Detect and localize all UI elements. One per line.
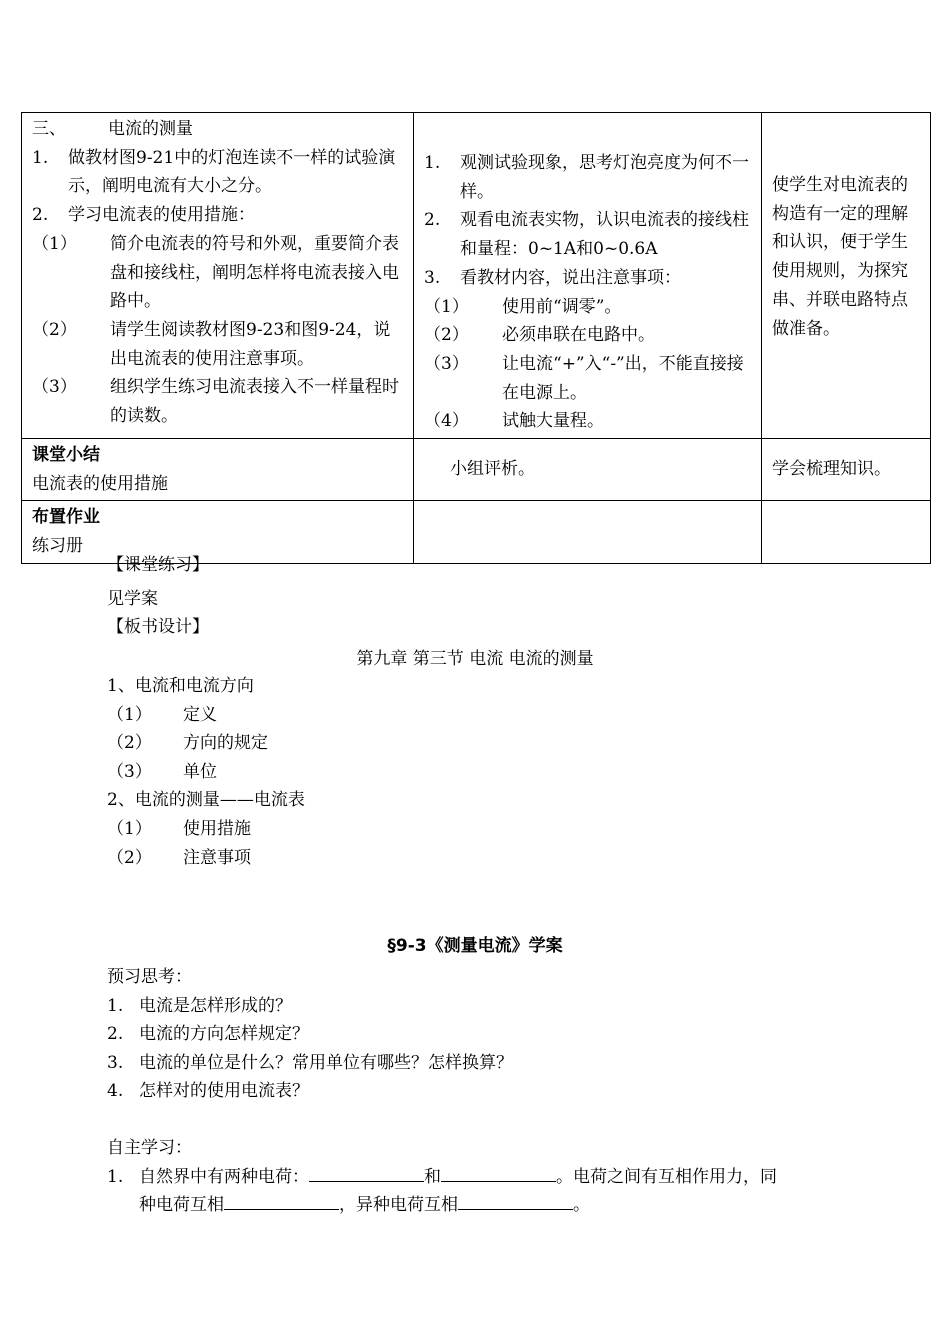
- homework-student-cell: [414, 501, 762, 564]
- table-row: [22, 439, 931, 501]
- list-item: 1. 观测试验现象，思考灯泡亮度为何不一样。: [424, 153, 749, 202]
- homework-title: 布置作业: [32, 507, 100, 528]
- answer-blank[interactable]: [309, 1163, 424, 1182]
- list-item: 2. 学习电流表的使用措施：: [32, 205, 255, 226]
- self-study-heading: 自主学习：: [107, 1138, 192, 1158]
- teacher-activity-cell: [22, 113, 414, 439]
- homework-cell: [22, 501, 414, 564]
- preview-heading: 预习思考：: [107, 967, 192, 987]
- self-study-question: 1. 自然界中有两种电荷： 和 。电荷之间有互相作用力，同 种电荷互相 ，异种电荷互相 。: [107, 1163, 777, 1220]
- summary-cell: [22, 439, 414, 501]
- board-design-heading: 【板书设计】: [107, 617, 209, 638]
- table-row: [22, 113, 931, 439]
- summary-intent-cell: [762, 439, 931, 501]
- summary-student-text: 小组评析。: [450, 459, 535, 480]
- list-item: 1. 做教材图9-21中的灯泡连读不一样的试验演示，阐明电流有大小之分。: [32, 147, 396, 197]
- outline-item: （1） 使用措施: [107, 818, 251, 839]
- design-intent-cell: [762, 113, 931, 439]
- preview-question: 4. 怎样对的使用电流表？: [107, 1081, 309, 1102]
- answer-blank[interactable]: [441, 1163, 556, 1182]
- sub-list-item: （2） 必须串联在电路中。: [424, 325, 655, 346]
- preview-question: 1. 电流是怎样形成的？: [107, 995, 292, 1016]
- design-intent-text: 使学生对电流表的构造有一定的理解和认识，便于学生使用规则，为探究串、并联电路特点做准备。: [772, 175, 908, 339]
- answer-blank[interactable]: [458, 1191, 573, 1210]
- preview-section: [107, 963, 513, 1106]
- study-plan-title: §9-3《测量电流》学案: [387, 936, 563, 956]
- sub-list-item: （3） 让电流“+”入“-”出，不能直接接在电源上。: [424, 353, 744, 403]
- section-heading: 三、 电流的测量: [32, 119, 193, 139]
- outline-item: （2） 注意事项: [107, 847, 251, 868]
- homework-intent-cell: [762, 501, 931, 564]
- summary-student-cell: [414, 439, 762, 501]
- classroom-practice-heading: 【课堂练习】: [107, 555, 209, 575]
- preview-question: 2. 电流的方向怎样规定？: [107, 1024, 309, 1045]
- board-design-outline: [107, 672, 305, 872]
- outline-item: （3） 单位: [107, 761, 217, 782]
- sub-list-item: （1） 使用前“调零”。: [424, 296, 622, 317]
- sub-list-item: （3） 组织学生练习电流表接入不一样量程时的读数。: [32, 377, 399, 427]
- board-design-title: 第九章 第三节 电流 电流的测量: [356, 649, 594, 669]
- sub-list-item: （1） 简介电流表的符号和外观，重要简介表盘和接线柱，阐明怎样将电流表接入电路中。: [32, 233, 399, 312]
- outline-item: 2、 电流的测量——电流表: [107, 790, 305, 811]
- preview-question: 3. 电流的单位是什么？常用单位有哪些？怎样换算？: [107, 1052, 513, 1073]
- self-study-section: [107, 1134, 777, 1220]
- outline-item: （1） 定义: [107, 704, 217, 725]
- outline-item: 1、 电流和电流方向: [107, 676, 254, 696]
- list-item: 3. 看教材内容，说出注意事项：: [424, 267, 681, 288]
- classroom-practice-content: 见学案: [107, 588, 158, 609]
- student-activity-cell: [414, 113, 762, 439]
- outline-item: （2） 方向的规定: [107, 733, 268, 754]
- sub-list-item: （2） 请学生阅读教材图9-23和图9-24，说出电流表的使用注意事项。: [32, 319, 391, 369]
- classroom-practice-section: [107, 551, 209, 642]
- lesson-plan-table: [21, 112, 931, 564]
- homework-content: 练习册: [32, 536, 83, 557]
- sub-list-item: （4） 试触大量程。: [424, 411, 604, 432]
- answer-blank[interactable]: [224, 1191, 339, 1210]
- summary-title: 课堂小结: [32, 445, 100, 466]
- summary-intent-text: 学会梳理知识。: [772, 459, 891, 480]
- summary-content: 电流表的使用措施: [32, 473, 168, 494]
- list-item: 2. 观看电流表实物，认识电流表的接线柱和量程：0~1A和0~0.6A: [424, 210, 749, 260]
